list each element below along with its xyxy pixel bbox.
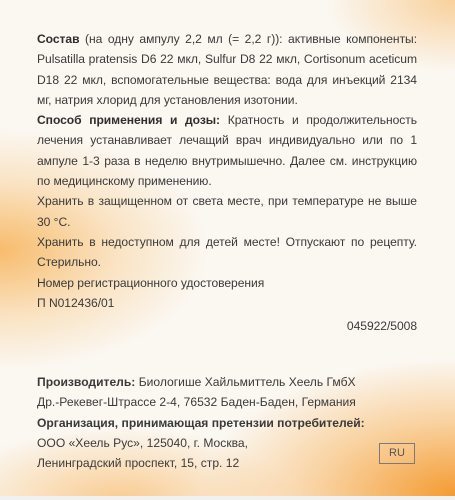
claims-line-1: ООО «Хеель Рус», 125040, г. Москва, bbox=[37, 435, 248, 450]
usage-heading: Способ применения и дозы: bbox=[37, 113, 221, 128]
composition-heading: Состав bbox=[37, 32, 80, 46]
claims-line-2: Ленинградский проспект, 15, стр. 12 bbox=[37, 456, 240, 471]
manufacturer-block bbox=[37, 372, 417, 473]
claims-heading: Организация, принимающая претензии потребителей: bbox=[37, 415, 365, 430]
composition-paragraph bbox=[37, 29, 417, 110]
manufacturer-heading: Производитель: bbox=[37, 375, 136, 389]
usage-paragraph bbox=[37, 110, 417, 191]
storage-children-text: Хранить в недоступном для детей месте! Отпускают по рецепту. Стерильно. bbox=[37, 234, 417, 270]
composition-text: (на одну ампулу 2,2 мл (= 2,2 г)): активные компоненты: Pulsatilla pratensis D6 22 мкл, Sulfur D8 22 мкл, Cortisonum aceticum D18 22 мкл, вспомогательные вещества: вода для инъекций 2134 мг, натрия хлорид для установления изотонии. bbox=[37, 32, 418, 107]
registration-number: П N012436/01 bbox=[37, 295, 115, 310]
bottom-edge-divider bbox=[0, 496, 455, 500]
claims-heading-line bbox=[37, 413, 417, 433]
language-badge: RU bbox=[379, 443, 415, 464]
storage-light-text: Хранить в защищенном от света месте, при температуре не выше 30 °С. bbox=[37, 194, 417, 229]
product-code: 045922/5008 bbox=[346, 319, 417, 334]
instructions-block bbox=[37, 29, 417, 336]
manufacturer-name: Биологише Хайльмиттель Хеель ГмбХ bbox=[138, 375, 356, 389]
manufacturer-line bbox=[37, 372, 417, 392]
usage-text: Кратность и продолжительность лечения устанавливает лечащий врач индивидуально или по 1 ампуле 1-3 раза в неделю внутримышечно. Далее см. инструкцию по медицинскому применению. bbox=[37, 113, 418, 189]
manufacturer-address: Др.-Рекевег-Штрассе 2-4, 76532 Баден-Баден, Германия bbox=[37, 395, 356, 410]
registration-label: Номер регистрационного удостоверения bbox=[37, 275, 265, 290]
